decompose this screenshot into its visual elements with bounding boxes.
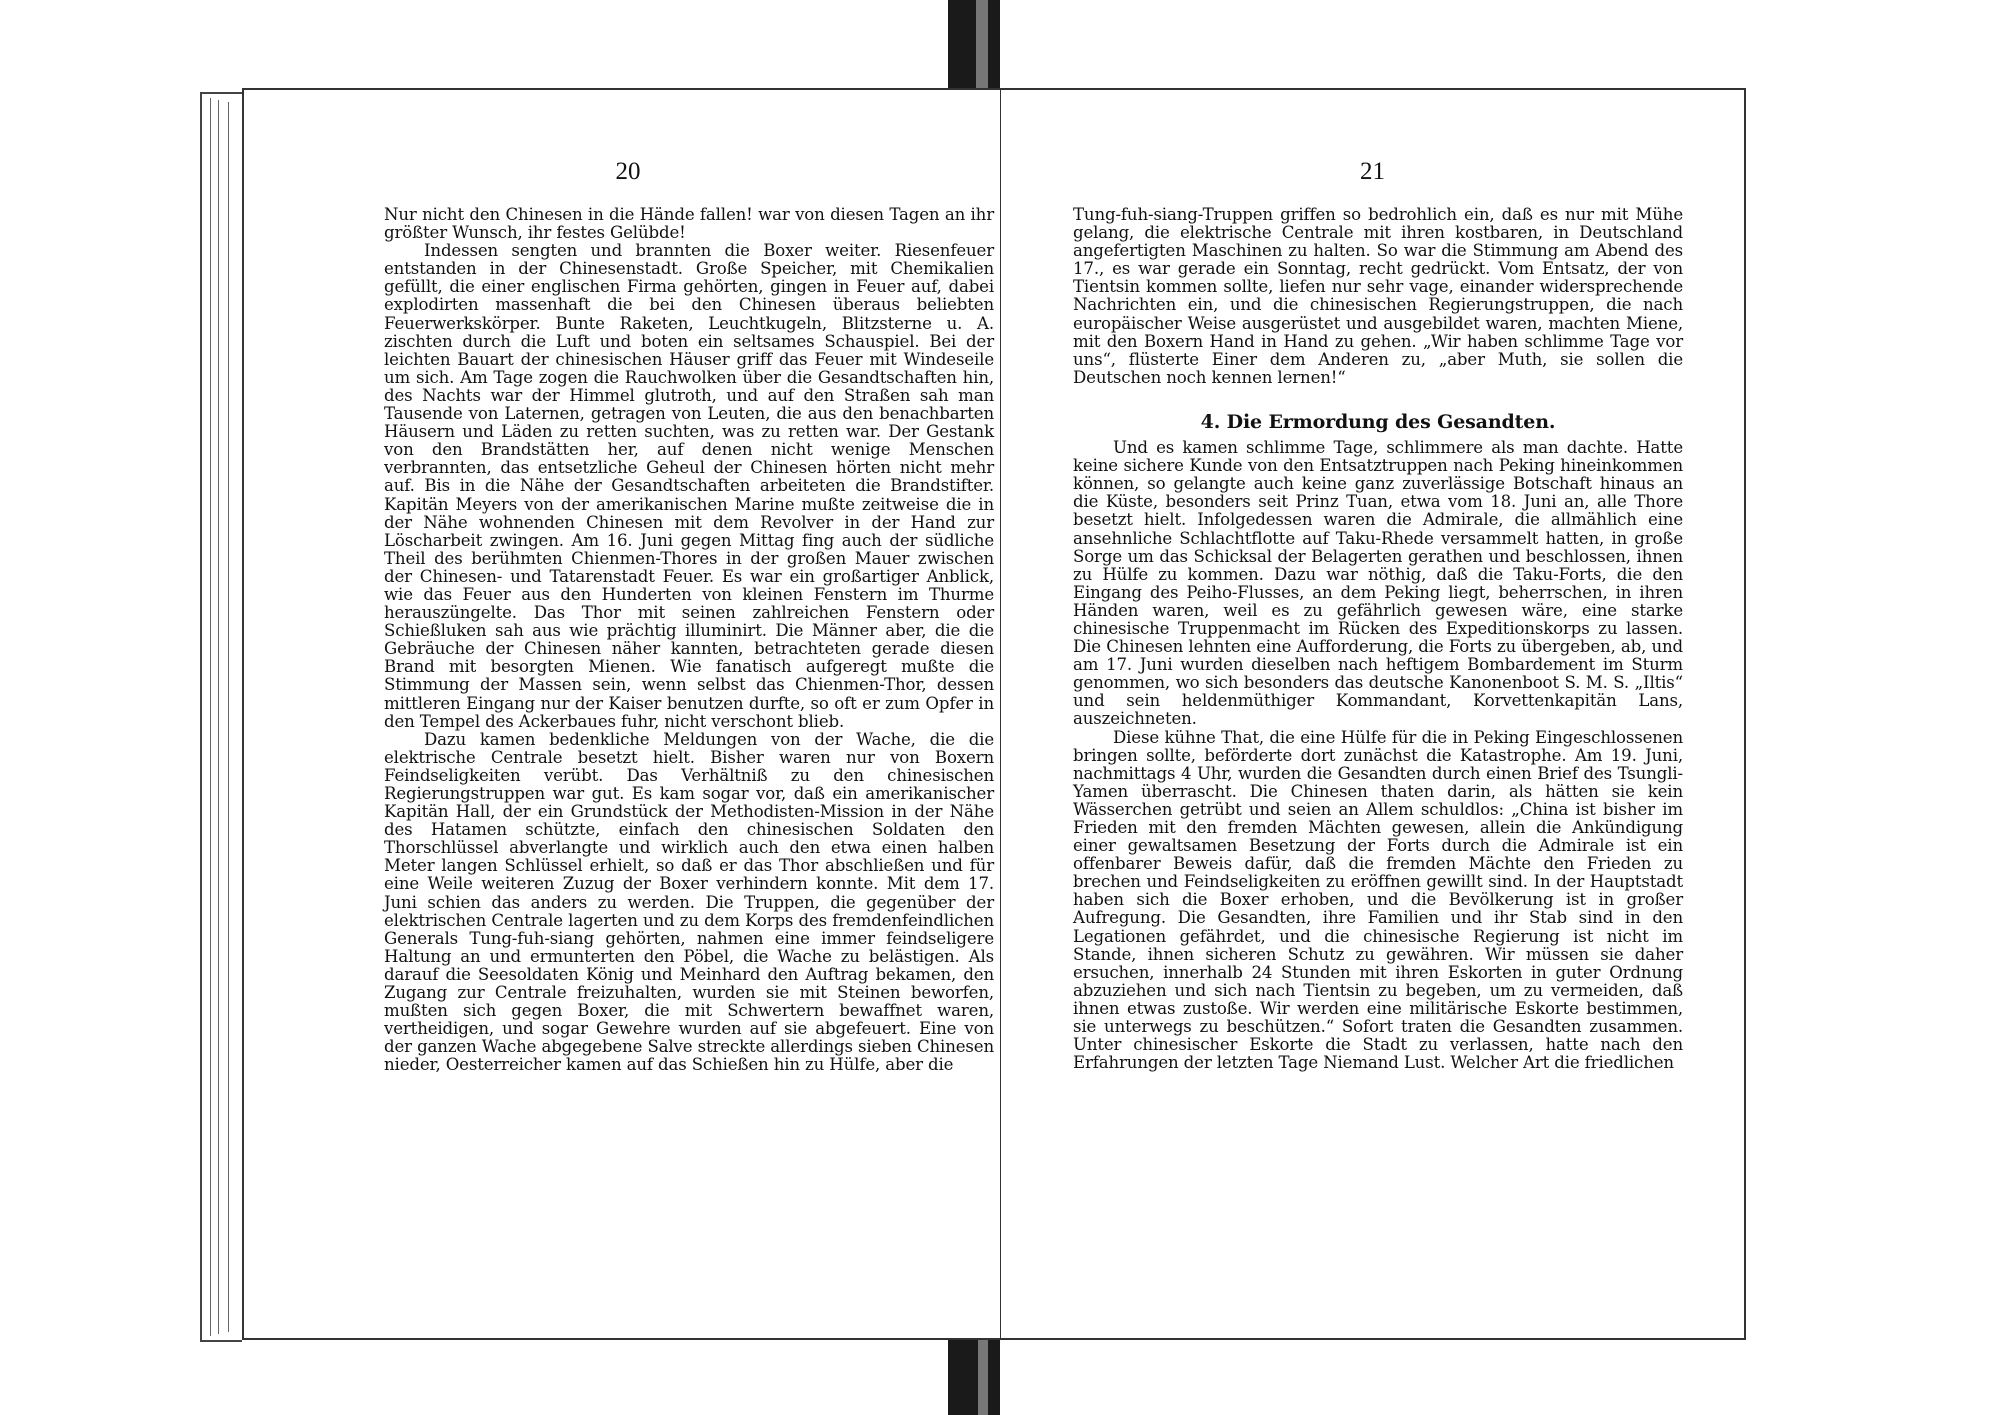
chapter-heading: 4. Die Ermordung des Gesandten. bbox=[1200, 410, 1556, 433]
paragraph: Tung-fuh-siang-Truppen griffen so bedrohlich ein, daß es nur mit Mühe gelang, die elektrische Centrale mit ihren kostbaren, in Deutschland angefertigten Maschinen zu halten. So war die Stimmung am Abend des 17., es war gerade ein Sonntag, recht gedrückt. Vom Entsatz, der von Tientsin kommen sollte, liefen nur sehr vage, einander widersprechende Nachrichten ein, und die chinesischen Regierungstruppen, die nach europäischer Weise ausgerüstet und ausgebildet waren, machten Miene, mit den Boxern Hand in Hand zu gehen. „Wir haben schlimme Tage vor uns“, flüsterte Einer dem Anderen zu, „aber Muth, sie sollen die Deutschen noch kennen lernen!“ bbox=[1073, 205, 1683, 387]
page-stack-edges bbox=[200, 92, 242, 1342]
right-page bbox=[1000, 88, 1746, 1340]
paragraph: Indessen sengten und brannten die Boxer weiter. Riesenfeuer entstanden in der Chinesenstadt. Große Speicher, mit Chemikalien gefüllt, die einer englischen Firma gehörten, gingen in Feuer auf, dabei explodirten massenhaft die bei den Chinesen überaus beliebten Feuerwerkskörper. Bunte Raketen, Leuchtkugeln, Blitzsterne u. A. zischten durch die Luft und boten ein seltsames Schauspiel. Bei der leichten Bauart der chinesischen Häuser griff das Feuer mit Windeseile um sich. Am Tage zogen die Rauchwolken über die Gesandtschaften hin, des Nachts war der Himmel glutroth, und auf den Straßen sah man Tausende von Laternen, getragen von Leuten, die aus den benachbarten Häusern und Läden zu retten suchten, was zu retten war. Der Gestank von den Brandstätten her, auf denen nicht wenige Menschen verbrannten, das entsetzliche Geheul der Chinesen hörten nicht mehr auf. Bis in die Nähe der Gesandtschaften arbeiteten die Brandstifter. Kapitän Meyers von der amerikanischen Marine mußte zeitweise die in der Nähe wohnenden Chinesen mit dem Revolver in der Hand zur Löscharbeit zwingen. Am 16. Juni gegen Mittag fing auch der südliche Theil des berühmten Chienmen-Thores in der großen Mauer zwischen der Chinesen- und Tatarenstadt Feuer. Es war ein großartiger Anblick, wie das Feuer aus den Hunderten von kleinen Fenstern im Thurme herauszüngelte. Das Thor mit seinen zahlreichen Fenstern oder Schießluken sah aus wie prächtig illuminirt. Die Männer aber, die die Gebräuche der Chinesen näher kannten, betrachteten gerade diesen Brand mit besorgten Mienen. Wie fanatisch aufgeregt mußte die Stimmung der Massen sein, wenn selbst das Chienmen-Thor, dessen mittleren Eingang nur der Kaiser benutzen durfte, so oft er zum Opfer in den Tempel des Ackerbaues fuhr, nicht verschont blieb. bbox=[384, 241, 994, 731]
page-body bbox=[1073, 206, 1683, 1072]
binding-gutter-bottom bbox=[948, 1338, 1000, 1415]
paragraph: Dazu kamen bedenkliche Meldungen von der Wache, die die elektrische Centrale besetzt hielt. Bisher waren nur von Boxern Feindseligkeiten verübt. Das Verhältniß zu den chinesischen Regierungstruppen war gut. Es kam sogar vor, daß ein amerikanischer Kapitän Hall, der ein Grundstück der Methodisten-Mission in der Nähe des Hatamen schützte, einfach den chinesischen Soldaten den Thorschlüssel abverlangte und wirklich auch den etwa einen halben Meter langen Schlüssel erhielt, so daß er das Thor abschließen und für eine Weile weiteren Zuzug der Boxer verhindern konnte. Mit dem 17. Juni schien das anders zu werden. Die Truppen, die gegenüber der elektrischen Centrale lagerten und zu dem Korps des fremdenfeindlichen Generals Tung-fuh-siang gehörten, nahmen eine immer feindseligere Haltung an und ermunterten den Pöbel, die Wache zu belästigen. Als darauf die Seesoldaten König und Meinhard den Auftrag bekamen, den Zugang zur Centrale freizuhalten, wurden sie mit Steinen beworfen, mußten sich gegen Boxer, die mit Schwertern bewaffnet waren, vertheidigen, und sogar Gewehre wurden auf sie abgefeuert. Eine von der ganzen Wache abgegebene Salve streckte allerdings sieben Chinesen nieder, Oesterreicher kamen auf das Schießen hin zu Hülfe, aber die bbox=[384, 729, 994, 1075]
paragraph: Und es kamen schlimme Tage, schlimmere als man dachte. Hatte keine sichere Kunde von den Entsatztruppen nach Peking hineinkommen können, so gelangte auch keine ganz zuverlässige Botschaft hinaus an die Küste, besonders seit Prinz Tuan, etwa vom 18. Juni an, alle Thore besetzt hielt. Infolgedessen waren die Admirale, die allmählich eine ansehnliche Schlachtflotte auf Taku-Rhede versammelt hatten, in große Sorge um das Schicksal der Belagerten gerathen und beschlossen, ihnen zu Hülfe zu kommen. Dazu war nöthig, daß die Taku-Forts, die den Eingang des Peiho-Flusses, an dem Peking liegt, beherrschen, in ihren Händen waren, weil es zu gefährlich gewesen wäre, eine starke chinesische Truppenmacht im Rücken des Expeditionskorps zu lassen. Die Chinesen lehnten eine Aufforderung, die Forts zu übergeben, ab, und am 17. Juni wurden dieselben nach heftigem Bombardement im Sturm genommen, wo sich besonders das deutsche Kanonenboot S. M. S. „Iltis“ und sein heldenmüthiger Kommandant, Korvettenkapitän Lans, auszeichneten. bbox=[1073, 438, 1683, 729]
left-page bbox=[242, 88, 1012, 1340]
binding-gutter-top bbox=[948, 0, 1000, 88]
paragraph: Nur nicht den Chinesen in die Hände fallen! war von diesen Tagen an ihr größter Wunsch, ihr festes Gelübde! bbox=[384, 205, 994, 243]
page-body bbox=[384, 206, 994, 1075]
page-number: 21 bbox=[1360, 158, 1385, 185]
page-number: 20 bbox=[615, 158, 641, 185]
paragraph: Diese kühne That, die eine Hülfe für die in Peking Eingeschlossenen bringen sollte, beförderte dort zunächst die Katastrophe. Am 19. Juni, nachmittags 4 Uhr, wurden die Gesandten durch einen Brief des Tsungli-Yamen überrascht. Die Chinesen thaten darin, als hätten sie kein Wässerchen getrübt und seien an Allem schuldlos: „China ist bisher im Frieden mit den fremden Mächten gewesen, allein die Ankündigung einer gewaltsamen Besetzung der Forts durch die Admirale ist ein offenbarer Beweis dafür, daß die fremden Mächte den Frieden zu brechen und Feindseligkeiten zu eröffnen gewillt sind. In der Hauptstadt haben sich die Boxer erhoben, und die Bevölkerung ist in großer Aufregung. Die Gesandten, ihre Familien und ihr Stab sind in den Legationen gefährdet, und die chinesische Regierung ist nicht im Stande, ihnen sicheren Schutz zu gewähren. Wir müssen sie daher ersuchen, innerhalb 24 Stunden mit ihren Eskorten in guter Ordnung abzuziehen und sich nach Tientsin zu begeben, um zu vermeiden, daß ihnen etwas zustoße. Wir werden eine militärische Eskorte bestimmen, sie unterwegs zu beschützen.“ Sofort traten die Gesandten zusammen. Unter chinesischer Eskorte die Stadt zu verlassen, hatte nach den Erfahrungen der letzten Tage Niemand Lust. Welcher Art die friedlichen bbox=[1073, 727, 1683, 1073]
